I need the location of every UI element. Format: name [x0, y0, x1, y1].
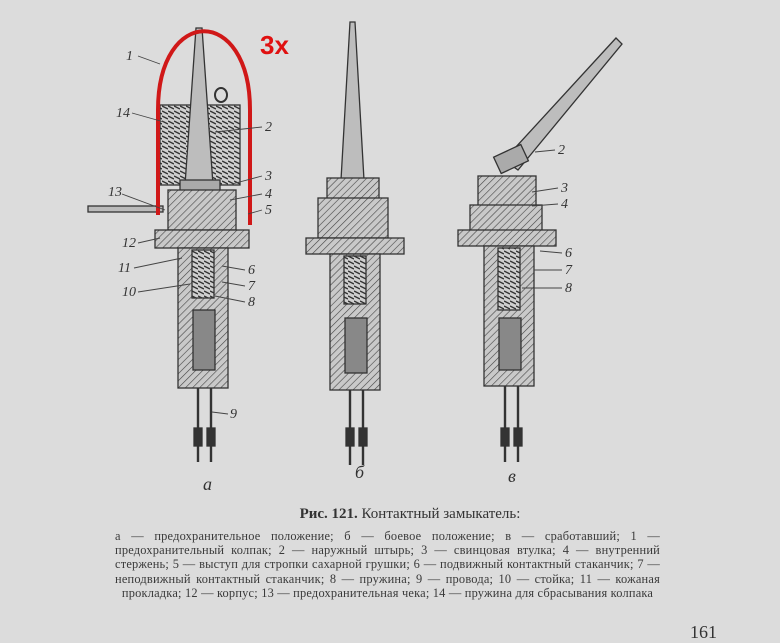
sublabel-b: б: [355, 462, 365, 482]
device-a: [88, 28, 250, 462]
callout-2: 2: [265, 120, 272, 135]
lead-sleeve: [168, 190, 236, 230]
callout-c-3: 3: [561, 181, 568, 196]
legend-text: а — предохранительное положение; б — боевое положение; в — сработавший; 1 — предохранительный колпак; 2 — наружный штырь; 3 — свинцовая втулка; 4 — внутренний стержень; 5 — выступ для стропки сахарной грушки; 6 — подвижный контактный стаканчик; 7 — неподвижный контактный стаканчик; 8 — пружина; 9 — провода; 10 — стойка; 11 — кожаная прокладка; 12 — корпус; 13 — предохранительная чека; 14 — пружина для сбрасывания колпака: [115, 529, 660, 600]
figure-legend: [115, 529, 660, 600]
callout-7: 7: [248, 279, 255, 294]
safety-pin: [88, 206, 163, 212]
annotation-3x: 3x: [260, 30, 289, 60]
callout-13: 13: [108, 185, 122, 200]
callout-c-4: 4: [561, 197, 568, 212]
callout-10: 10: [122, 285, 136, 300]
callout-3: 3: [265, 169, 272, 184]
sublabel-a: а: [203, 474, 212, 494]
callout-c-7: 7: [565, 263, 572, 278]
callout-12: 12: [122, 236, 136, 251]
callout-1: 1: [126, 49, 133, 64]
device-c: [458, 38, 622, 462]
callout-c-2: 2: [558, 143, 565, 158]
caption-title: Контактный замыкатель:: [361, 506, 521, 522]
device-b: [306, 22, 404, 465]
callout-6: 6: [248, 263, 255, 278]
sublabel-c: в: [508, 466, 516, 486]
callout-9: 9: [230, 407, 237, 422]
caption-prefix: Рис. 121.: [299, 506, 358, 522]
page-number: 161: [690, 622, 717, 642]
spring-8: [192, 250, 214, 298]
callout-c-6: 6: [565, 246, 572, 261]
body-flange: [155, 230, 249, 248]
callout-4: 4: [265, 187, 272, 202]
figure-caption: [60, 506, 760, 523]
callout-11: 11: [118, 261, 131, 276]
callout-5: 5: [265, 203, 272, 218]
callout-14: 14: [116, 106, 130, 121]
callout-8: 8: [248, 295, 255, 310]
callout-c-8: 8: [565, 281, 572, 296]
